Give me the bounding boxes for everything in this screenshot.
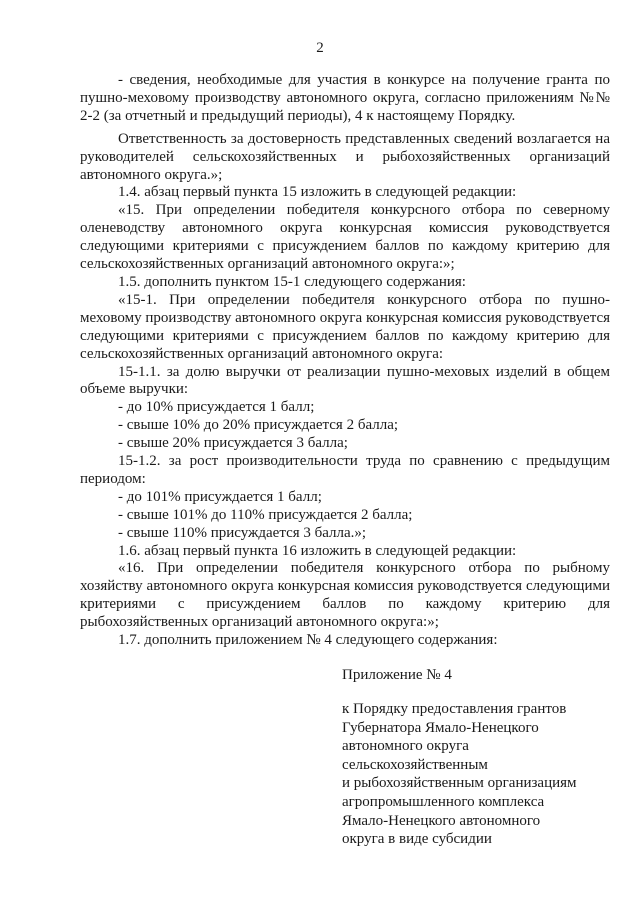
paragraph: - до 10% присуждается 1 балл; — [118, 399, 315, 416]
paragraph: «15-1. При определении победителя конкурсного отбора по пушно-меховому производству автономного округа конкурсная комиссия руководствуется следующими критериями с присуждением баллов по каждому критерию для сельскохозяйственных организаций автономного округа: — [80, 291, 610, 362]
annex-line: автономного округа — [342, 738, 469, 755]
paragraph: - свыше 110% присуждается 3 балла.»; — [118, 524, 367, 541]
paragraph: - до 101% присуждается 1 балл; — [118, 488, 322, 505]
page-number: 2 — [316, 40, 324, 56]
paragraph: 1.4. абзац первый пункта 15 изложить в следующей редакции: — [118, 184, 517, 201]
annex-line: к Порядку предоставления грантов — [342, 701, 567, 717]
paragraph: «16. При определении победителя конкурсного отбора по рыбному хозяйству автономного округа конкурсная комиссия руководствуется следующими критериями с присуждением баллов по каждому критерию для рыбохозяйственных организаций автономного округа:»; — [80, 560, 610, 631]
paragraph: Ответственность за достоверность представленных сведений возлагается на руководителей сельскохозяйственных и рыбохозяйственных организаций автономного округа.»; — [80, 130, 610, 183]
paragraph: - свыше 101% до 110% присуждается 2 балла; — [118, 506, 413, 523]
paragraph: «15. При определении победителя конкурсного отбора по северному оленеводству автономного округа конкурсная комиссия руководствуется следующими критериями с присуждением баллов по каждому критерию для сельскохозяйственных организаций автономного округа:»; — [80, 202, 610, 273]
annex-caption — [342, 700, 612, 849]
annex-title: Приложение № 4 — [342, 667, 452, 683]
annex-line: Ямало-Ненецкого автономного — [342, 812, 541, 829]
annex-line: Губернатора Ямало-Ненецкого — [342, 719, 539, 736]
paragraph: - сведения, необходимые для участия в конкурсе на получение гранта по пушно-меховому производству автономного округа, согласно приложениям №№ 2-2 (за отчетный и предыдущий периоды), 4 к настоящему Порядку. — [80, 72, 610, 124]
paragraph: - свыше 10% до 20% присуждается 2 балла; — [118, 417, 399, 434]
paragraph: 15-1.1. за долю выручки от реализации пушно-меховых изделий в общем объеме выручки: — [80, 363, 610, 398]
annex-line: агропромышленного комплекса — [342, 793, 545, 810]
paragraph: 1.7. дополнить приложением № 4 следующего содержания: — [118, 632, 498, 649]
document-body — [80, 72, 610, 650]
paragraph: 15-1.2. за рост производительности труда по сравнению с предыдущим периодом: — [80, 453, 610, 487]
paragraph: 1.5. дополнить пунктом 15-1 следующего содержания: — [118, 273, 466, 290]
annex-line: округа в виде субсидии — [342, 831, 492, 848]
paragraph: - свыше 20% присуждается 3 балла; — [118, 435, 348, 452]
annex-line: сельскохозяйственным — [342, 756, 488, 773]
paragraph: 1.6. абзац первый пункта 16 изложить в следующей редакции: — [118, 542, 517, 559]
annex-line: и рыбохозяйственным организациям — [342, 775, 577, 792]
